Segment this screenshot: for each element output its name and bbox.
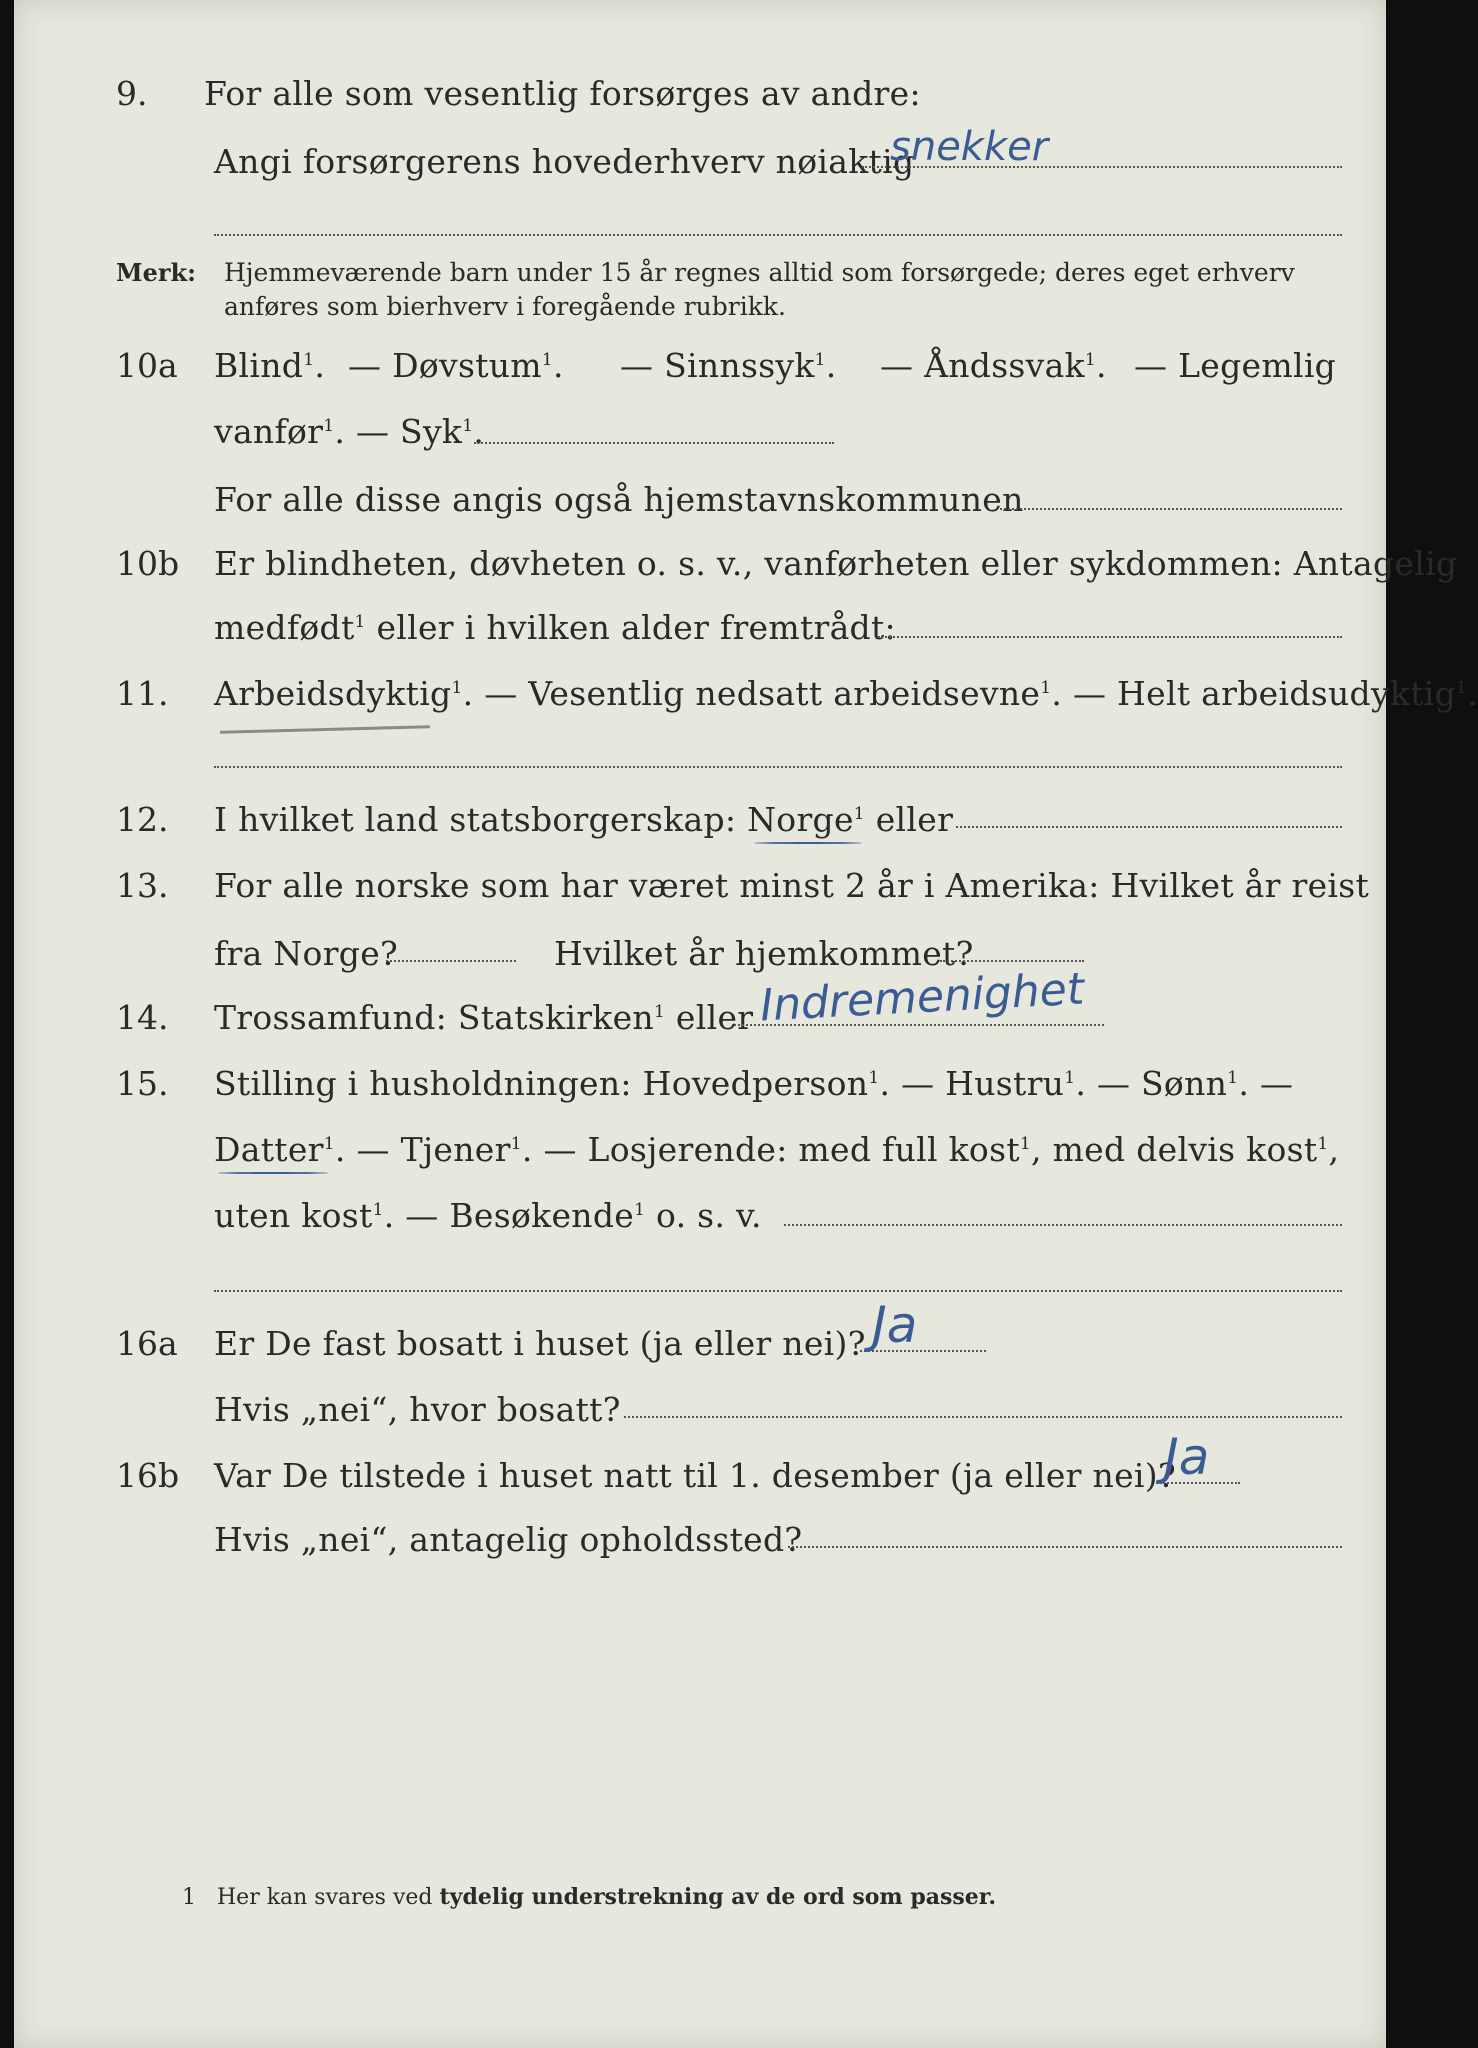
q10a-syk-line (474, 442, 834, 444)
q15-number: 15. (116, 1064, 169, 1103)
q16b-handwritten-answer: Ja (1164, 1428, 1210, 1486)
footnote: 1 Her kan svares ved tydelig understrekning av de ord som passer. (182, 1884, 996, 1910)
q15-line1: Stilling i husholdningen: Hovedperson$^1$. — Hustru$^1$. — Sønn$^1$. — (214, 1064, 1294, 1103)
q13-line1: For alle norske som har været minst 2 år i Amerika: Hvilket år reist (214, 866, 1370, 905)
q13-line2b: Hvilket år hjemkommet? (554, 934, 974, 973)
q16b-line1: Var De tilstede i huset natt til 1. desember (ja eller nei)? (214, 1456, 1176, 1495)
q10a-vanfor: vanfør$^1$. — Syk$^1$. (214, 412, 485, 451)
q15-extra-line (214, 1290, 1342, 1292)
q13-line2a: fra Norge? (214, 934, 399, 973)
q16a-line2: Hvis „nei“, hvor bosatt? (214, 1390, 621, 1429)
q10a-number: 10a (116, 346, 178, 385)
q9-line2: Angi forsørgerens hovederhverv nøiaktig (214, 142, 915, 181)
q9-handwritten-answer: snekker (890, 124, 1049, 170)
q10a-andssvak: — Åndssvak$^1$. (880, 346, 1107, 385)
q9-line1: For alle som vesentlig forsørges av andre: (204, 74, 921, 113)
q15-datter-underline (218, 1172, 328, 1174)
q10b-answer-line (878, 636, 1342, 638)
q9-extra-line (214, 234, 1342, 236)
q13-number: 13. (116, 866, 169, 905)
q16b-opholdssted-line (788, 1546, 1342, 1548)
q16a-bosatt-line (624, 1416, 1342, 1418)
q16a-line1: Er De fast bosatt i huset (ja eller nei)? (214, 1324, 866, 1363)
q15-line3: uten kost$^1$. — Besøkende$^1$ o. s. v. (214, 1196, 762, 1235)
q10a-dovstum: — Døvstum$^1$. (348, 346, 564, 385)
q10a-line3: For alle disse angis også hjemstavnskommunen (214, 480, 1024, 519)
q14-number: 14. (116, 998, 169, 1037)
q10b-number: 10b (116, 544, 180, 583)
q16a-handwritten-answer: Ja (872, 1296, 918, 1354)
q13-hjemkommet-line (940, 960, 1084, 962)
q10a-sinnssyk: — Sinnssyk$^1$. (620, 346, 837, 385)
census-form-page (14, 0, 1478, 2048)
q16b-line2: Hvis „nei“, antagelig opholdssted? (214, 1520, 803, 1559)
q10a-hjemstavn-line (1000, 508, 1342, 510)
q10b-line2: medfødt$^1$ eller i hvilken alder fremtrådt: (214, 608, 896, 647)
q12-text: I hvilket land statsborgerskap: Norge$^1$ eller (214, 800, 954, 839)
q16b-number: 16b (116, 1456, 180, 1495)
q12-number: 12. (116, 800, 169, 839)
q13-reist-line (386, 960, 516, 962)
q14-handwritten-answer: Indremenighet (758, 963, 1086, 1032)
note-line2: anføres som bierhverv i foregående rubrikk. (224, 292, 786, 321)
q11-extra-line (214, 766, 1342, 768)
q15-answer-line (784, 1224, 1342, 1226)
note-line1: Hjemmeværende barn under 15 år regnes alltid som forsørgede; deres eget erhverv (224, 258, 1295, 287)
q15-line2: Datter$^1$. — Tjener$^1$. — Losjerende: med full kost$^1$, med delvis kost$^1$, (214, 1130, 1340, 1169)
q16a-number: 16a (116, 1324, 178, 1363)
q9-number: 9. (116, 74, 148, 113)
q14-text: Trossamfund: Statskirken$^1$ eller (214, 998, 754, 1037)
note-label: Merk: (116, 258, 196, 287)
q11-pencil-underline (220, 725, 430, 733)
q12-answer-line (956, 826, 1342, 828)
q12-norge-underline (754, 842, 862, 844)
q10b-line1: Er blindheten, døvheten o. s. v., vanførheten eller sykdommen: Antagelig (214, 544, 1458, 583)
q11-number: 11. (116, 674, 169, 713)
q11-options: Arbeidsdyktig$^1$. — Vesentlig nedsatt arbeidsevne$^1$. — Helt arbeidsudyktig$^1$. (214, 674, 1478, 713)
q10a-legemlig: — Legemlig (1134, 346, 1337, 385)
q10a-blind: Blind$^1$. (214, 346, 326, 385)
